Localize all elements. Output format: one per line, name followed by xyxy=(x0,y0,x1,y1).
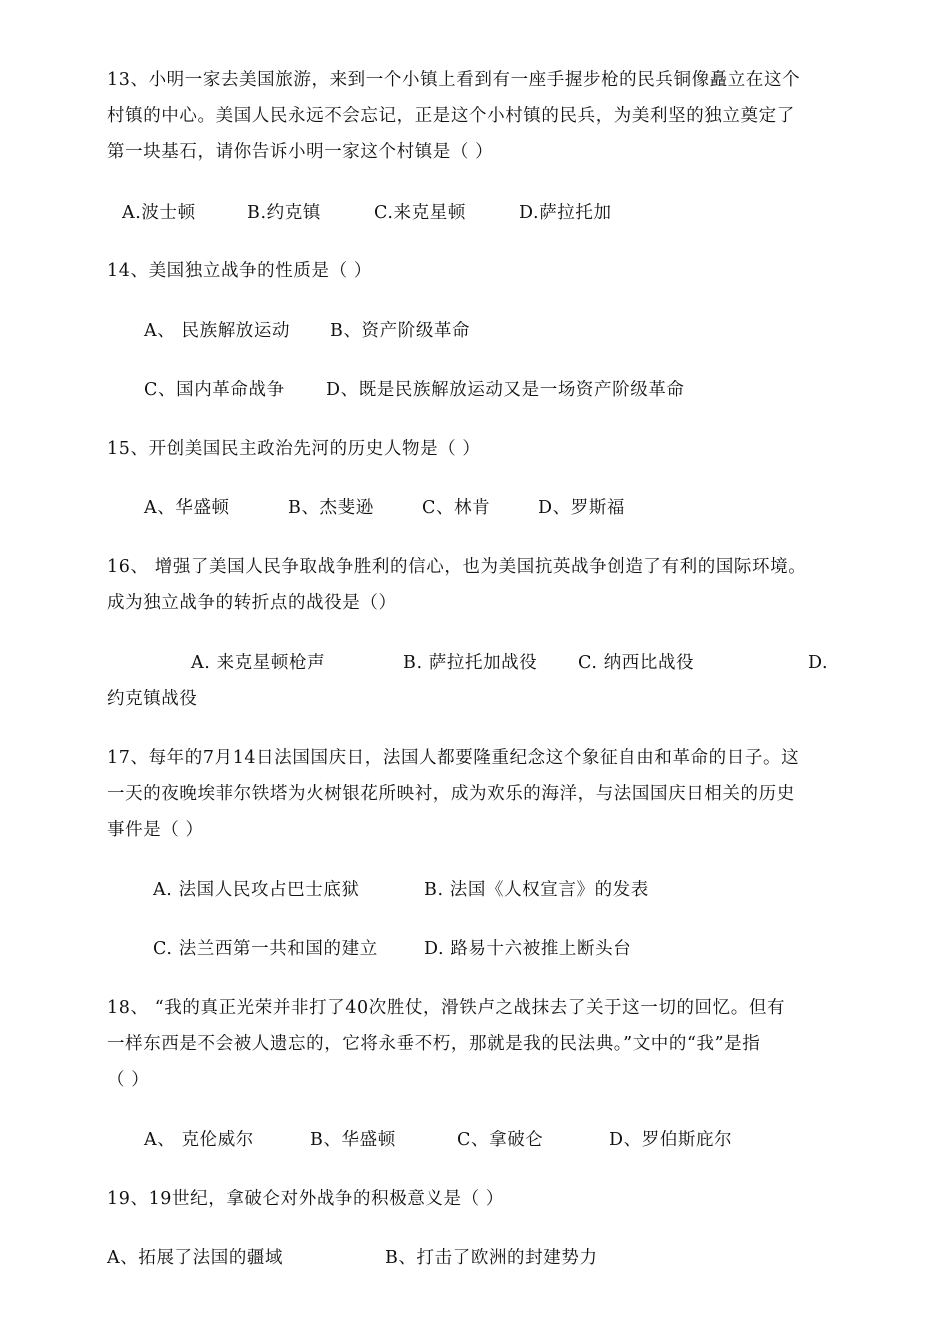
q13-option-c: C.来克星顿 xyxy=(374,203,466,223)
q13-stem-line-1: 13、小明一家去美国旅游，来到一个小镇上看到有一座手握步枪的民兵铜像矗立在这个 xyxy=(107,70,801,90)
q16-option-d: D. xyxy=(808,653,829,673)
q13-option-d: D.萨拉托加 xyxy=(519,203,612,223)
q18-option-d: D、罗伯斯庇尔 xyxy=(609,1130,733,1150)
q14-option-c: C、国内革命战争 xyxy=(144,380,285,400)
q18-option-c: C、拿破仑 xyxy=(457,1130,544,1150)
q17-option-c: C. 法兰西第一共和国的建立 xyxy=(153,939,378,959)
q17-stem-line-1: 17、每年的7月14日法国国庆日，法国人都要隆重纪念这个象征自由和革命的日子。这 xyxy=(107,748,800,768)
q15-option-b: B、杰斐逊 xyxy=(288,498,374,518)
q15-option-d: D、罗斯福 xyxy=(538,498,626,518)
q17-option-d: D. 路易十六被推上断头台 xyxy=(424,939,632,959)
q16-option-a: A. 来克星顿枪声 xyxy=(191,653,326,673)
q14-stem-line-1: 14、美国独立战争的性质是（ ） xyxy=(107,261,372,281)
q13-option-a: A.波士顿 xyxy=(122,203,196,223)
q19-option-b: B、打击了欧洲的封建势力 xyxy=(385,1248,598,1268)
q15-stem-line-1: 15、开创美国民主政治先河的历史人物是（ ） xyxy=(107,439,481,459)
q16-option-b: B. 萨拉托加战役 xyxy=(403,653,538,673)
q14-option-b: B、资产阶级革命 xyxy=(330,321,471,341)
q16-option-c: C. 纳西比战役 xyxy=(578,653,695,673)
q13-stem-line-2: 村镇的中心。美国人民永远不会忘记，正是这个小村镇的民兵，为美利坚的独立奠定了 xyxy=(107,106,795,126)
q18-stem-line-1: 18、 “我的真正光荣并非打了40次胜仗，滑铁卢之战抹去了关于这一切的回忆。但有 xyxy=(107,998,786,1018)
q18-stem-line-3: （ ） xyxy=(107,1070,150,1090)
q17-option-b: B. 法国《人权宣言》的发表 xyxy=(424,880,649,900)
q19-stem-line-1: 19、19世纪，拿破仑对外战争的积极意义是（ ） xyxy=(107,1189,504,1209)
q13-stem-line-3: 第一块基石，请你告诉小明一家这个村镇是（ ） xyxy=(107,142,494,162)
q19-option-a: A、拓展了法国的疆域 xyxy=(107,1248,284,1268)
q18-stem-line-2: 一样东西是不会被人遗忘的，它将永垂不朽，那就是我的民法典。”文中的“我”是指 xyxy=(107,1034,761,1054)
q14-option-a: A、 民族解放运动 xyxy=(144,321,291,341)
q18-option-a: A、 克伦威尔 xyxy=(144,1130,254,1150)
q13-option-b: B.约克镇 xyxy=(247,203,321,223)
q14-option-d: D、既是民族解放运动又是一场资产阶级革命 xyxy=(326,380,685,400)
q15-option-a: A、华盛顿 xyxy=(144,498,230,518)
q17-stem-line-2: 一天的夜晚埃菲尔铁塔为火树银花所映衬，成为欢乐的海洋，与法国国庆日相关的历史 xyxy=(107,784,795,804)
q16-stem-line-1: 16、 增强了美国人民争取战争胜利的信心，也为美国抗英战争创造了有利的国际环境。 xyxy=(107,557,807,577)
q16-stem-line-2: 成为独立战争的转折点的战役是（） xyxy=(107,593,397,613)
q16-option-d-text: 约克镇战役 xyxy=(107,689,198,709)
q18-option-b: B、华盛顿 xyxy=(310,1130,396,1150)
q17-stem-line-3: 事件是（ ） xyxy=(107,820,204,840)
q17-option-a: A. 法国人民攻占巴士底狱 xyxy=(153,880,360,900)
q15-option-c: C、林肯 xyxy=(422,498,491,518)
